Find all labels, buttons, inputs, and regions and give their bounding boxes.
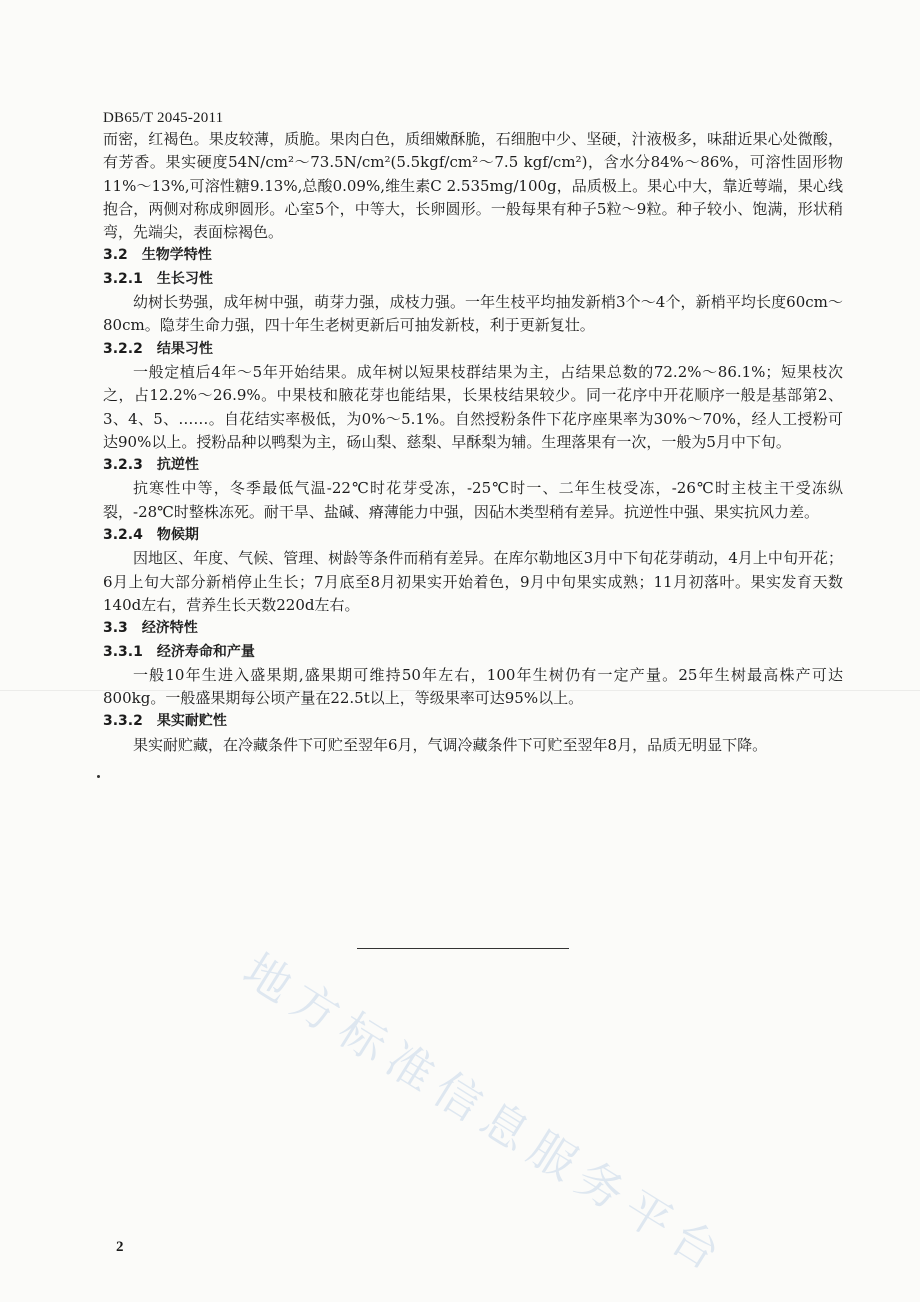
paragraph-fruiting-habit: 一般定植后4年～5年开始结果。成年树以短果枝群结果为主，占结果总数的72.2%～86.1%；短果枝次之，占12.2%～26.9%。中果枝和腋花芽也能结果，长果枝结果较少。同一花序中开花顺序一般是基部第2、3、4、5、……。自花结实率极低，为0%～5.1%。自然授粉条件下花序座果率为30%～70%，经人工授粉可达90%以上。授粉品种以鸭梨为主，砀山梨、慈梨、早酥梨为辅。生理落果有一次，一般为5月中下旬。 xyxy=(103,362,843,451)
section-title: 物候期 xyxy=(156,527,199,544)
document-body xyxy=(103,128,843,757)
section-heading-3-3-1 xyxy=(103,641,843,664)
section-number: 3.2.1 xyxy=(103,270,143,287)
section-number: 3.2.4 xyxy=(103,527,143,544)
end-of-document-rule xyxy=(357,948,569,949)
section-title: 经济寿命和产量 xyxy=(156,643,255,660)
section-number: 3.2 xyxy=(103,247,128,264)
section-heading-3-2-2 xyxy=(103,338,843,361)
section-number: 3.3.1 xyxy=(103,643,143,660)
section-heading-3-2-1 xyxy=(103,268,843,291)
section-title: 生物学特性 xyxy=(141,247,212,264)
watermark: 地方标准信息服务平台 xyxy=(234,942,738,1286)
section-number: 3.3 xyxy=(103,620,128,637)
section-heading-3-2 xyxy=(103,244,843,267)
section-number: 3.2.3 xyxy=(103,457,143,474)
paragraph-fruit-description: 而密，红褐色。果皮较薄，质脆。果肉白色，质细嫩酥脆，石细胞中少、坚硬，汁液极多，味甜近果心处微酸，有芳香。果实硬度54N/cm²～73.5N/cm²(5.5kgf/cm²～7.5 kgf/cm²)，含水分84%～86%，可溶性固形物11%～13%,可溶性糖9.13%,总酸0.09%,维生素C 2.535mg/100g，品质极上。果心中大，靠近萼端，果心线抱合，两侧对称成卵圆形。心室5个，中等大，长卵圆形。一般每果有种子5粒～9粒。种子较小、饱满，形状稍弯，先端尖，表面棕褐色。 xyxy=(103,130,843,242)
paragraph-phenology: 因地区、年度、气候、管理、树龄等条件而稍有差异。在库尔勒地区3月中下旬花芽萌动，4月上中旬开花；6月上旬大部分新梢停止生长；7月底至8月初果实开始着色，9月中旬果实成熟；11月初落叶。果实发育天数140d左右，营养生长天数220d左右。 xyxy=(103,549,843,614)
paragraph-stress-resistance: 抗寒性中等，冬季最低气温-22℃时花芽受冻，-25℃时一、二年生枝受冻，-26℃时主枝主干受冻纵裂，-28℃时整株冻死。耐干旱、盐碱、瘠薄能力中强，因砧木类型稍有差异。抗逆性中强、果实抗风力差。 xyxy=(103,479,843,521)
section-title: 生长习性 xyxy=(156,270,213,287)
section-number: 3.2.2 xyxy=(103,340,143,357)
section-title: 果实耐贮性 xyxy=(156,713,227,730)
section-title: 结果习性 xyxy=(156,340,213,357)
section-heading-3-3 xyxy=(103,617,843,640)
section-heading-3-2-3 xyxy=(103,454,843,477)
section-title: 抗逆性 xyxy=(156,457,199,474)
paragraph-growth-habit: 幼树长势强，成年树中强，萌芽力强，成枝力强。一年生枝平均抽发新梢3个～4个，新梢平均长度60cm～80cm。隐芽生命力强，四十年生老树更新后可抽发新枝，利于更新复壮。 xyxy=(103,293,843,335)
paragraph-economic-life-yield: 一般10年生进入盛果期,盛果期可维持50年左右，100年生树仍有一定产量。25年生树最高株产可达800kg。一般盛果期每公顷产量在22.5t以上，等级果率可达95%以上。 xyxy=(103,665,843,708)
document-code: DB65/T 2045-2011 xyxy=(103,110,224,126)
section-title: 经济特性 xyxy=(141,620,198,637)
section-heading-3-2-4 xyxy=(103,524,843,547)
paragraph-storability: 果实耐贮藏，在冷藏条件下可贮至翌年6月，气调冷藏条件下可贮至翌年8月，品质无明显下降。 xyxy=(133,735,768,754)
section-heading-3-3-2 xyxy=(103,710,843,733)
page-number: 2 xyxy=(116,1239,124,1255)
scan-speck xyxy=(97,775,100,778)
section-number: 3.3.2 xyxy=(103,713,143,730)
